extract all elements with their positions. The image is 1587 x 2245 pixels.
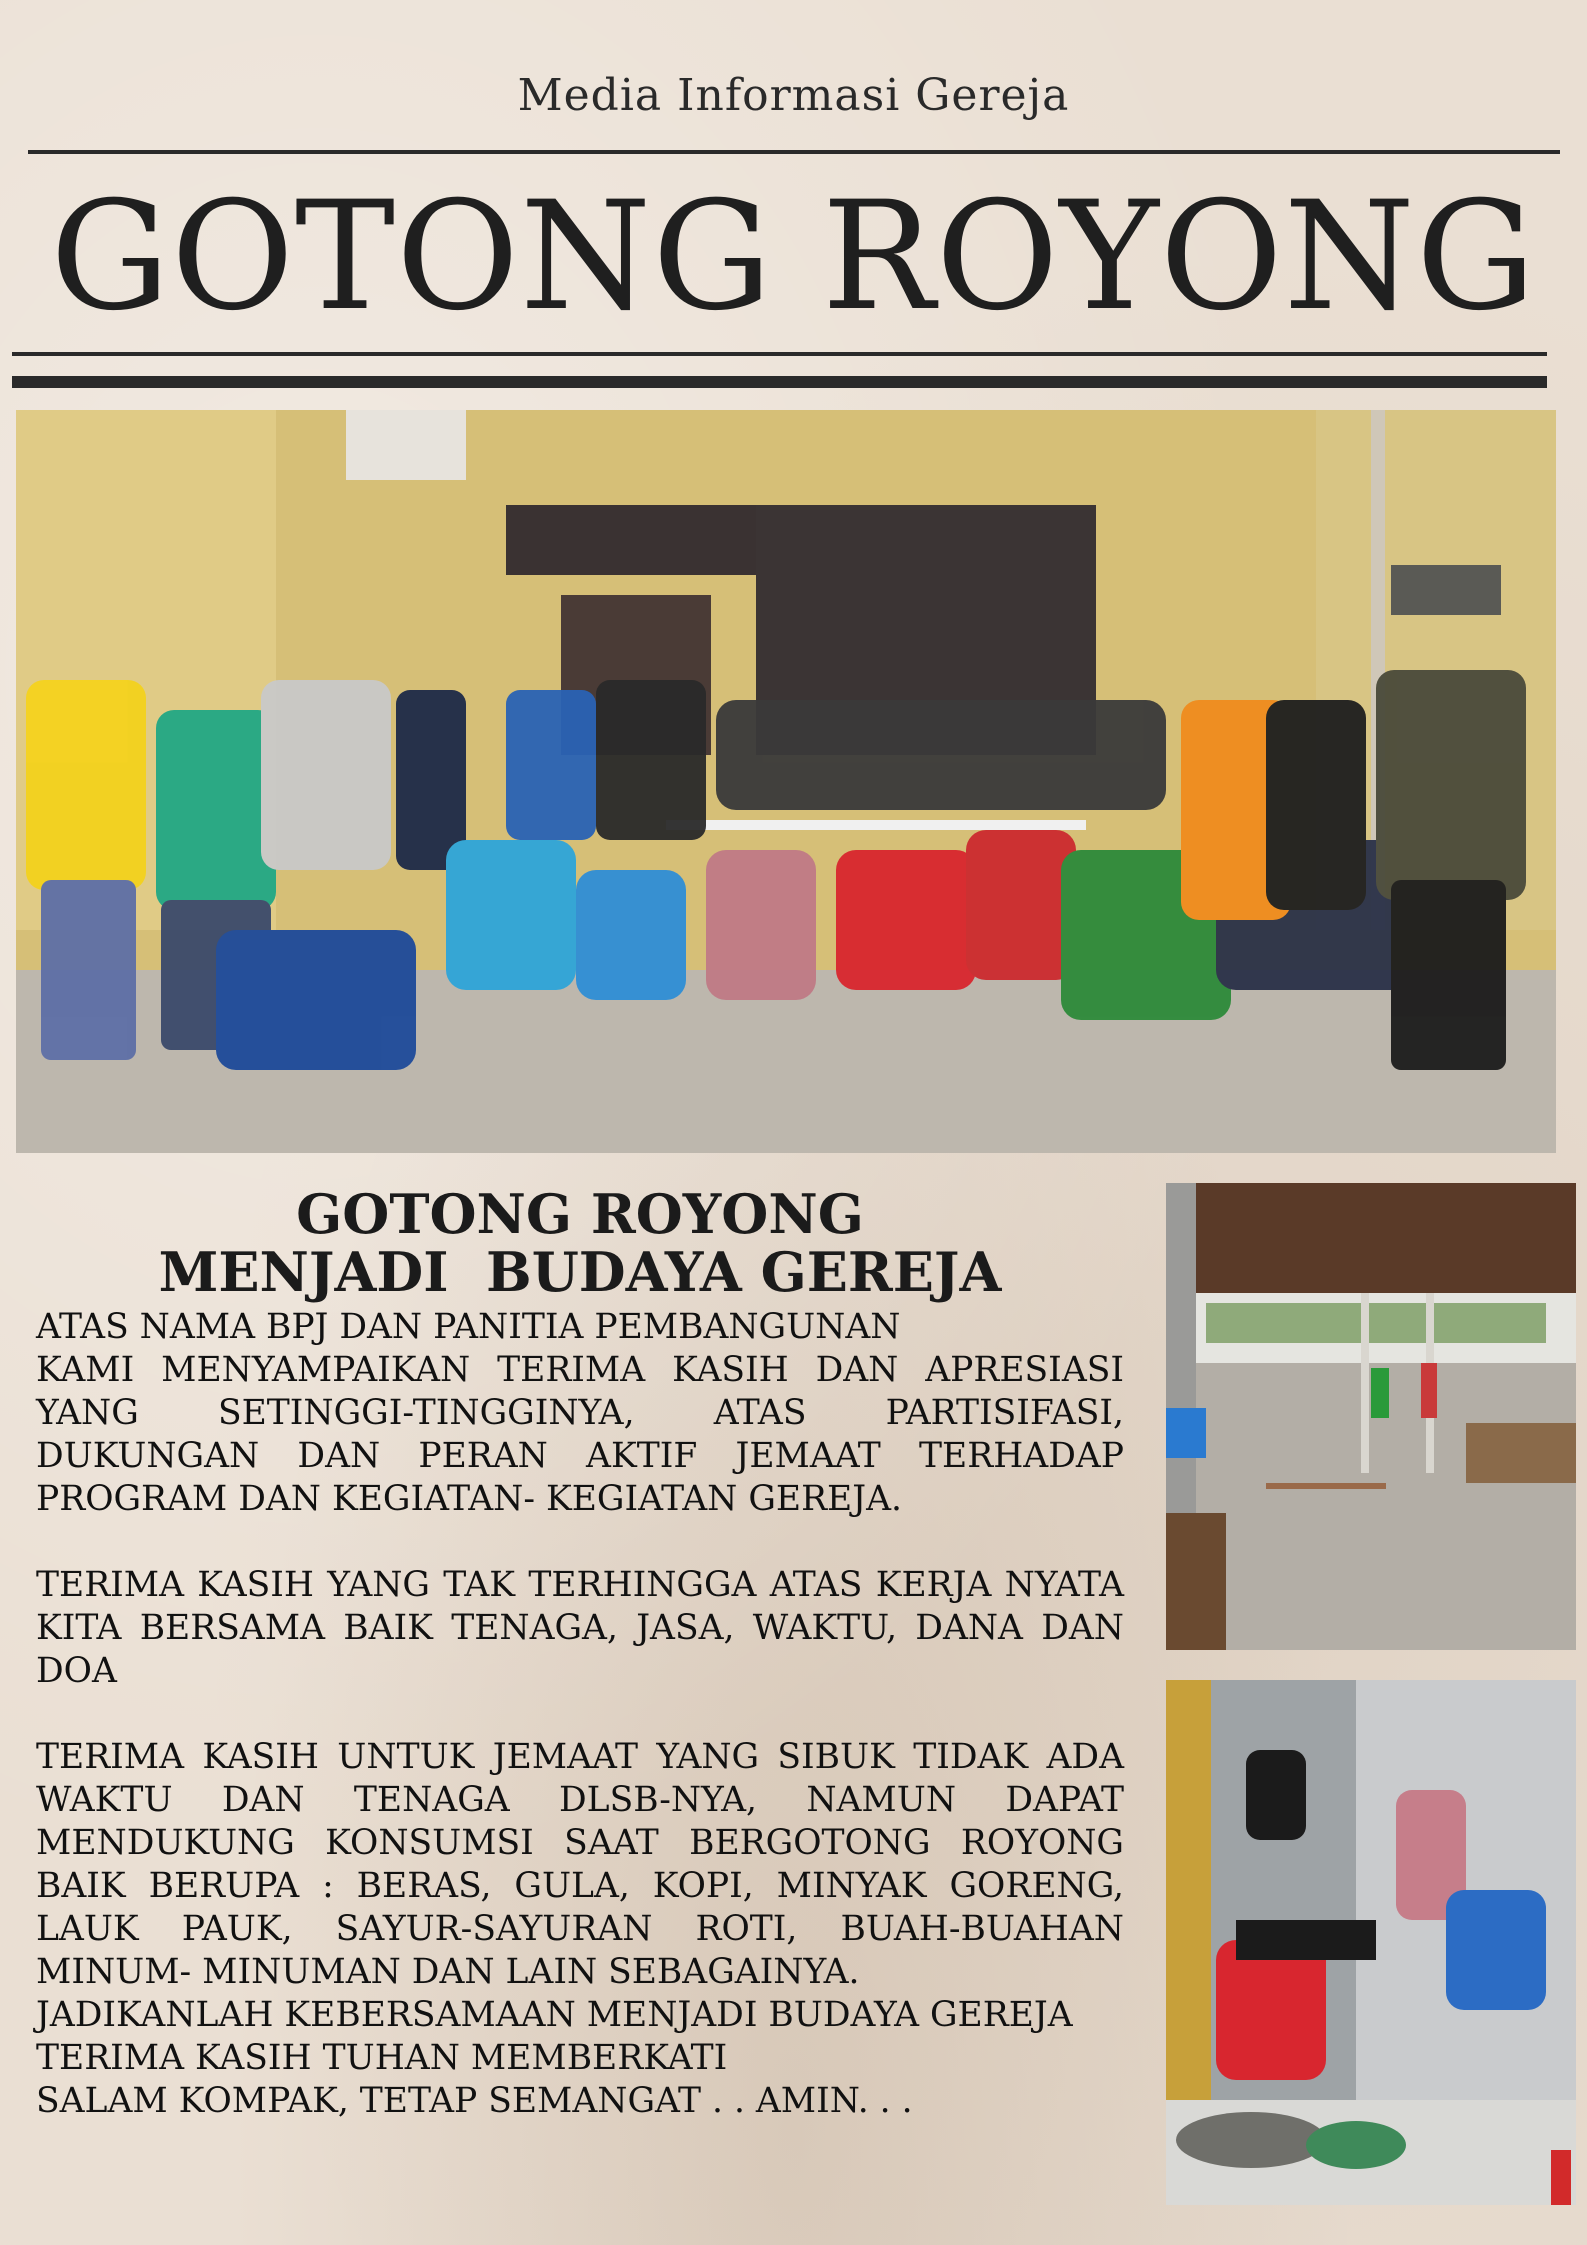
masthead-title: GOTONG ROYONG [50, 170, 1537, 344]
masthead-rule-bottom [12, 352, 1547, 356]
paragraph-1: KAMI MENYAMPAIKAN TERIMA KASIH DAN APRESIASI YANG SETINGGI-TINGGINYA, ATAS PARTISIFASI, DUKUNGAN DAN PERAN AKTIF JEMAAT TERHADAP PROGRAM DAN KEGIATAN- KEGIATAN GEREJA. [36, 1350, 1124, 1519]
headline-line-2: MENJADI BUDAYA GEREJA [158, 1240, 1002, 1304]
paragraph-5: TERIMA KASIH TUHAN MEMBERKATI [36, 2038, 728, 2078]
paragraph-2: TERIMA KASIH YANG TAK TERHINGGA ATAS KERJA NYATA KITA BERSAMA BAIK TENAGA, JASA, WAKTU, DANA DAN DOA [36, 1565, 1124, 1691]
group-photo [16, 410, 1556, 1153]
masthead-subtitle: Media Informasi Gereja [517, 70, 1070, 121]
article-headline [30, 1182, 1130, 1304]
masthead-rule-top [28, 150, 1560, 154]
article-body [36, 1306, 1124, 2123]
paragraph-3: TERIMA KASIH UNTUK JEMAAT YANG SIBUK TIDAK ADA WAKTU DAN TENAGA DLSB-NYA, NAMUN DAPAT MENDUKUNG KONSUMSI SAAT BERGOTONG ROYONG BAIK BERUPA : BERAS, GULA, KOPI, MINYAK GORENG, LAUK PAUK, SAYUR-SAYURAN ROTI, BUAH-BUAHAN MINUM- MINUMAN DAN LAIN SEBAGAINYA. [36, 1737, 1124, 1992]
headline-line-1: GOTONG ROYONG [296, 1182, 864, 1246]
kitchen-photo [1166, 1680, 1576, 2205]
masthead-rule-thick [12, 376, 1547, 388]
paragraph-6: SALAM KOMPAK, TETAP SEMANGAT . . AMIN. . . [36, 2081, 913, 2121]
paragraph-1-first-line: ATAS NAMA BPJ DAN PANITIA PEMBANGUNAN [36, 1307, 901, 1347]
construction-photo [1166, 1183, 1576, 1650]
paragraph-4: JADIKANLAH KEBERSAMAAN MENJADI BUDAYA GEREJA [36, 1995, 1073, 2035]
